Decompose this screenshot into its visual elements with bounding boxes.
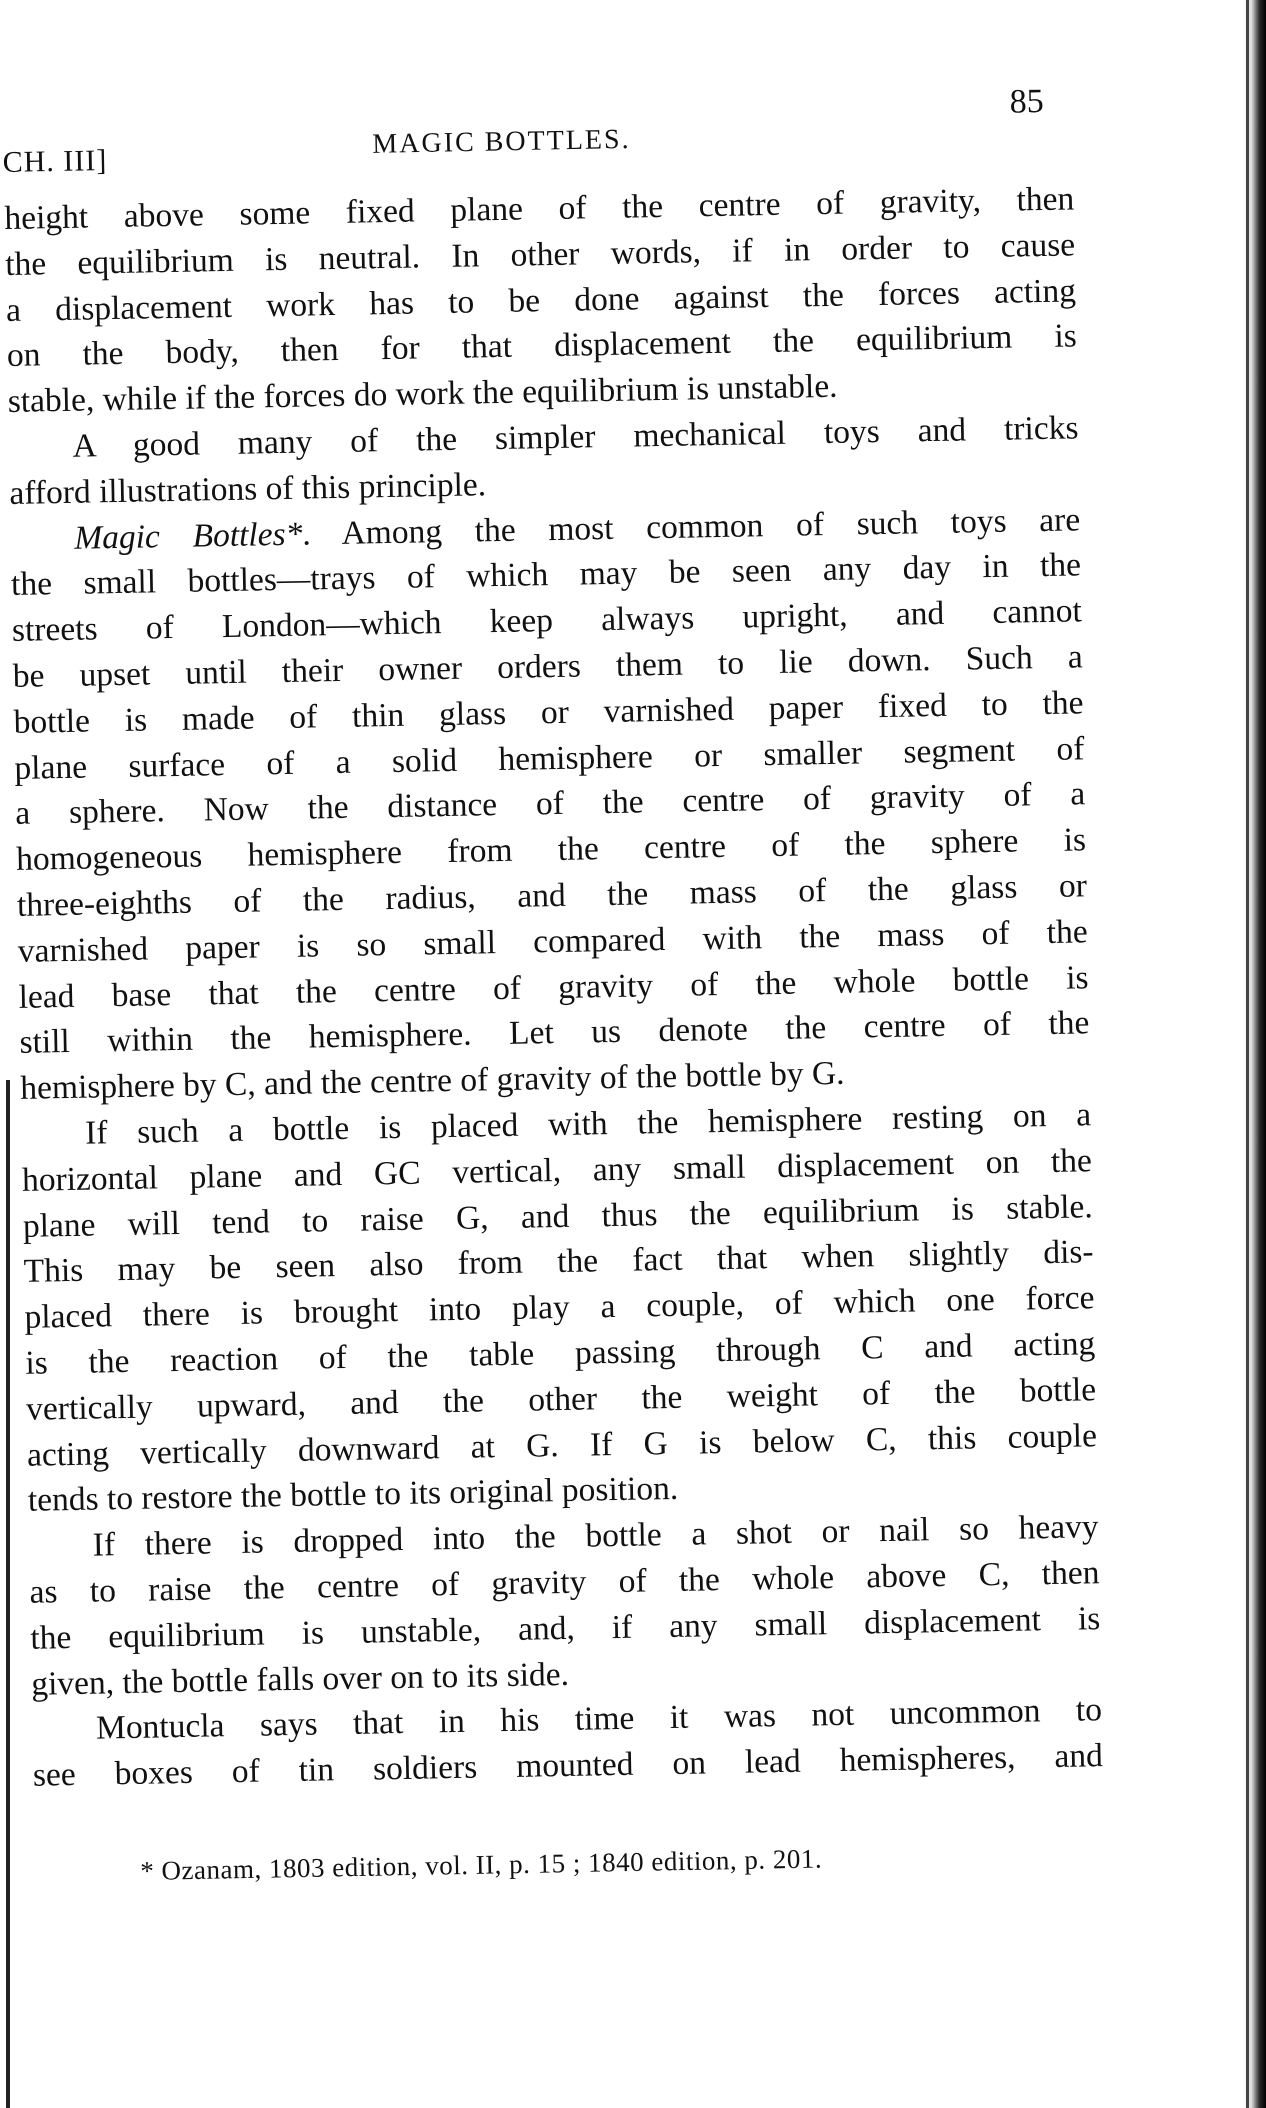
text-line: hemisphere by C, and the centre of gravity of the bottle by G. <box>20 1054 845 1107</box>
text-line: acting vertically downward at G. If G is below C, this couple <box>26 1416 1098 1474</box>
body-text <box>4 176 1103 1798</box>
running-title: MAGIC BOTTLES. <box>372 123 631 160</box>
text-line: lead base that the centre of gravity of the whole bottle is <box>18 958 1089 1016</box>
text-line: tends to restore the bottle to its original position. <box>27 1470 679 1520</box>
text-line-rest: . Among the most common of such toys are <box>301 500 1081 553</box>
text-line: height above some fixed plane of the centre of gravity, then <box>4 180 1075 237</box>
text-line: A good many of the simpler mechanical toys and tricks <box>72 409 1079 465</box>
text-line: This may be seen also from the fact that when slightly dis- <box>23 1233 1094 1291</box>
footnote: * Ozanam, 1803 edition, vol. II, p. 15 ; 1840 edition, p. 201. <box>140 1843 823 1886</box>
text-line: If such a bottle is placed with the hemisphere resting on a <box>84 1096 1092 1152</box>
text-line: be upset until their owner orders them to lie down. Such a <box>12 638 1083 695</box>
text-line: homogeneous hemisphere from the centre of the sphere is <box>15 821 1087 879</box>
text-line: streets of London—which keep always upright, and cannot <box>11 592 1083 650</box>
text-line: three-eighths of the radius, and the mass of the glass or <box>16 867 1088 924</box>
gutter-line <box>6 1080 10 2108</box>
text-line: plane surface of a solid hemisphere or smaller segment of <box>14 729 1085 787</box>
text-line: a displacement work has to be done against the forces acting <box>5 271 1077 329</box>
text-line: vertically upward, and the other the weight of the bottle <box>25 1370 1097 1428</box>
text-line: Montucla says that in his time it was not uncommon to <box>95 1691 1103 1747</box>
text-line: the small bottles—trays of which may be seen any day in the <box>10 546 1082 604</box>
text-line: a sphere. Now the distance of the centre of gravity of a <box>14 775 1086 833</box>
text-line: as to raise the centre of gravity of the whole above C, then <box>29 1554 1100 1611</box>
text-line: afford illustrations of this principle. <box>9 465 487 512</box>
page-edge <box>1244 0 1266 2108</box>
text-line: still within the hemisphere. Let us denote the centre of the <box>19 1004 1090 1062</box>
text-line: varnished paper is so small compared with the mass of the <box>17 913 1088 970</box>
text-line: plane will tend to raise G, and thus the equilibrium is stable. <box>22 1187 1094 1245</box>
text-line: stable, while if the forces do work the equilibrium is unstable. <box>7 367 838 421</box>
chapter-marker: CH. III] <box>2 143 108 179</box>
text-line: see boxes of tin soldiers mounted on lead hemispheres, and <box>32 1737 1104 1794</box>
text-line: placed there is brought into play a couple, of which one force <box>24 1279 1095 1336</box>
text-line: the equilibrium is unstable, and, if any small displacement is <box>30 1599 1101 1657</box>
text-line: on the body, then for that displacement the equilibrium is <box>6 317 1078 375</box>
page-number: 85 <box>1009 82 1045 121</box>
text-line: If there is dropped into the bottle a shot or nail so heavy <box>92 1508 1099 1564</box>
text-line: is the reaction of the table passing through C and acting <box>25 1325 1096 1382</box>
text-line: horizontal plane and GC vertical, any small displacement on the <box>21 1141 1093 1199</box>
section-heading-italic: Magic Bottles* <box>73 515 303 557</box>
text-line: the equilibrium is neutral. In other words, if in order to cause <box>4 226 1076 283</box>
text-line: bottle is made of thin glass or varnished paper fixed to the <box>13 684 1084 741</box>
text-line: given, the bottle falls over on to its side. <box>30 1655 570 1703</box>
running-header <box>0 82 1101 188</box>
